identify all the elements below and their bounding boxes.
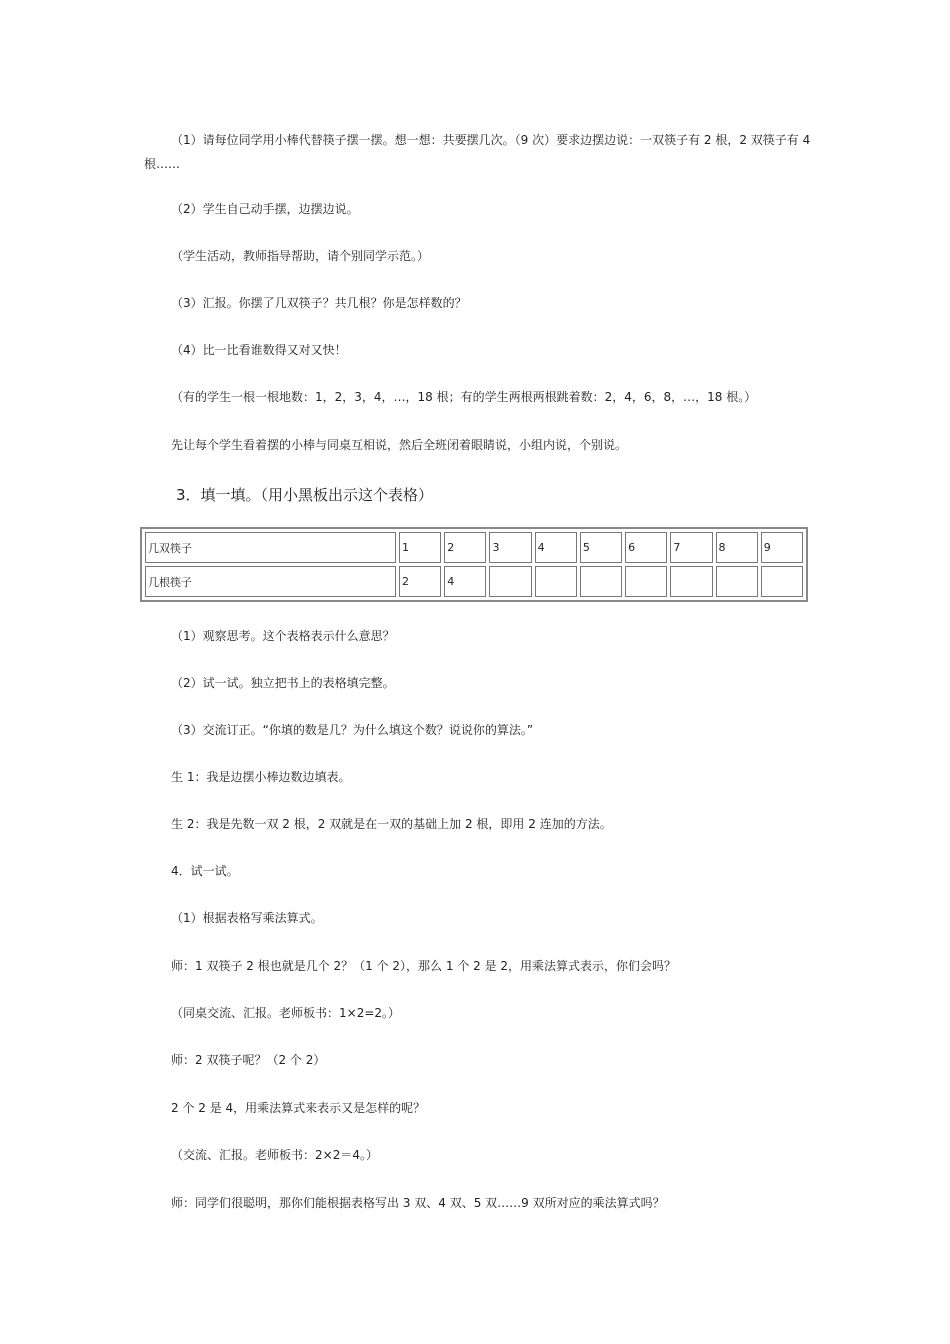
question-2: （2）试一试。独立把书上的表格填完整。 xyxy=(171,676,395,690)
student-1-answer: 生 1：我是边摆小棒边数边填表。 xyxy=(171,770,351,784)
table-cell: 2 xyxy=(399,566,441,597)
paragraph-3: （学生活动，教师指导帮助，请个别同学示范。） xyxy=(171,249,430,263)
teacher-line-3: 师：2 双筷子呢？（2 个 2） xyxy=(171,1053,326,1067)
paragraph-6: （有的学生一根一根地数：1，2，3，4，…，18 根；有的学生两根两根跳着数：2，4，6，8，…，18 根。） xyxy=(171,390,757,404)
paragraph-5: （4）比一比看谁数得又对又快！ xyxy=(171,343,347,357)
table-cell xyxy=(489,566,531,597)
paragraph-2: （2）学生自己动手摆，边摆边说。 xyxy=(171,202,359,216)
paragraph-1-line-1: （1）请每位同学用小棒代替筷子摆一摆。想一想：共要摆几次。（9 次）要求边摆边说：一双筷子有 2 根，2 双筷子有 4 xyxy=(171,133,811,147)
teacher-line-1: 师：1 双筷子 2 根也就是几个 2？（1 个 2），那么 1 个 2 是 2，用乘法算式表示，你们会吗？ xyxy=(171,959,677,973)
chopsticks-table xyxy=(140,527,808,602)
table-cell: 2 xyxy=(444,532,486,563)
table-cell: 3 xyxy=(489,532,531,563)
paragraph-1 xyxy=(144,128,811,171)
paragraph-4: （3）汇报。你摆了几双筷子？共几根？你是怎样数的？ xyxy=(171,296,467,310)
question-1: （1）观察思考。这个表格表示什么意思？ xyxy=(171,629,395,643)
table-cell: 4 xyxy=(535,532,577,563)
table-cell: 9 xyxy=(761,532,803,563)
table-cell: 4 xyxy=(444,566,486,597)
table-cell xyxy=(716,566,758,597)
table-cell xyxy=(670,566,712,597)
table-cell: 8 xyxy=(716,532,758,563)
teacher-line-6: 师：同学们很聪明，那你们能根据表格写出 3 双、4 双、5 双……9 双所对应的乘法算式吗？ xyxy=(171,1196,665,1210)
teacher-line-5: （交流、汇报。老师板书：2×2＝4。） xyxy=(171,1148,378,1162)
table-row xyxy=(145,566,803,597)
paragraph-1-line-2: 根…… xyxy=(144,157,181,171)
table-cell: 6 xyxy=(625,532,667,563)
table-cell: 1 xyxy=(399,532,441,563)
paragraph-7: 先让每个学生看着摆的小棒与同桌互相说，然后全班闭着眼睛说，小组内说，个别说。 xyxy=(171,438,628,452)
student-2-answer: 生 2：我是先数一双 2 根，2 双就是在一双的基础上加 2 根，即用 2 连加的方法。 xyxy=(171,817,612,831)
table-cell: 几双筷子 xyxy=(145,532,396,563)
teacher-line-4: 2 个 2 是 4，用乘法算式来表示又是怎样的呢？ xyxy=(171,1101,426,1115)
section-heading: 3．填一填。（用小黑板出示这个表格） xyxy=(176,486,434,504)
table-cell: 几根筷子 xyxy=(145,566,396,597)
teacher-line-2: （同桌交流、汇报。老师板书：1×2=2。） xyxy=(171,1006,401,1020)
table-cell xyxy=(535,566,577,597)
table-cell xyxy=(625,566,667,597)
section-4-item-1: （1）根据表格写乘法算式。 xyxy=(171,911,323,925)
table-cell xyxy=(580,566,622,597)
table-cell xyxy=(761,566,803,597)
table-cell: 7 xyxy=(670,532,712,563)
question-3: （3）交流订正。“你填的数是几？为什么填这个数？说说你的算法。” xyxy=(171,723,534,737)
table-cell: 5 xyxy=(580,532,622,563)
table-row xyxy=(145,532,803,563)
section-4-title: 4．试一试。 xyxy=(171,864,239,878)
